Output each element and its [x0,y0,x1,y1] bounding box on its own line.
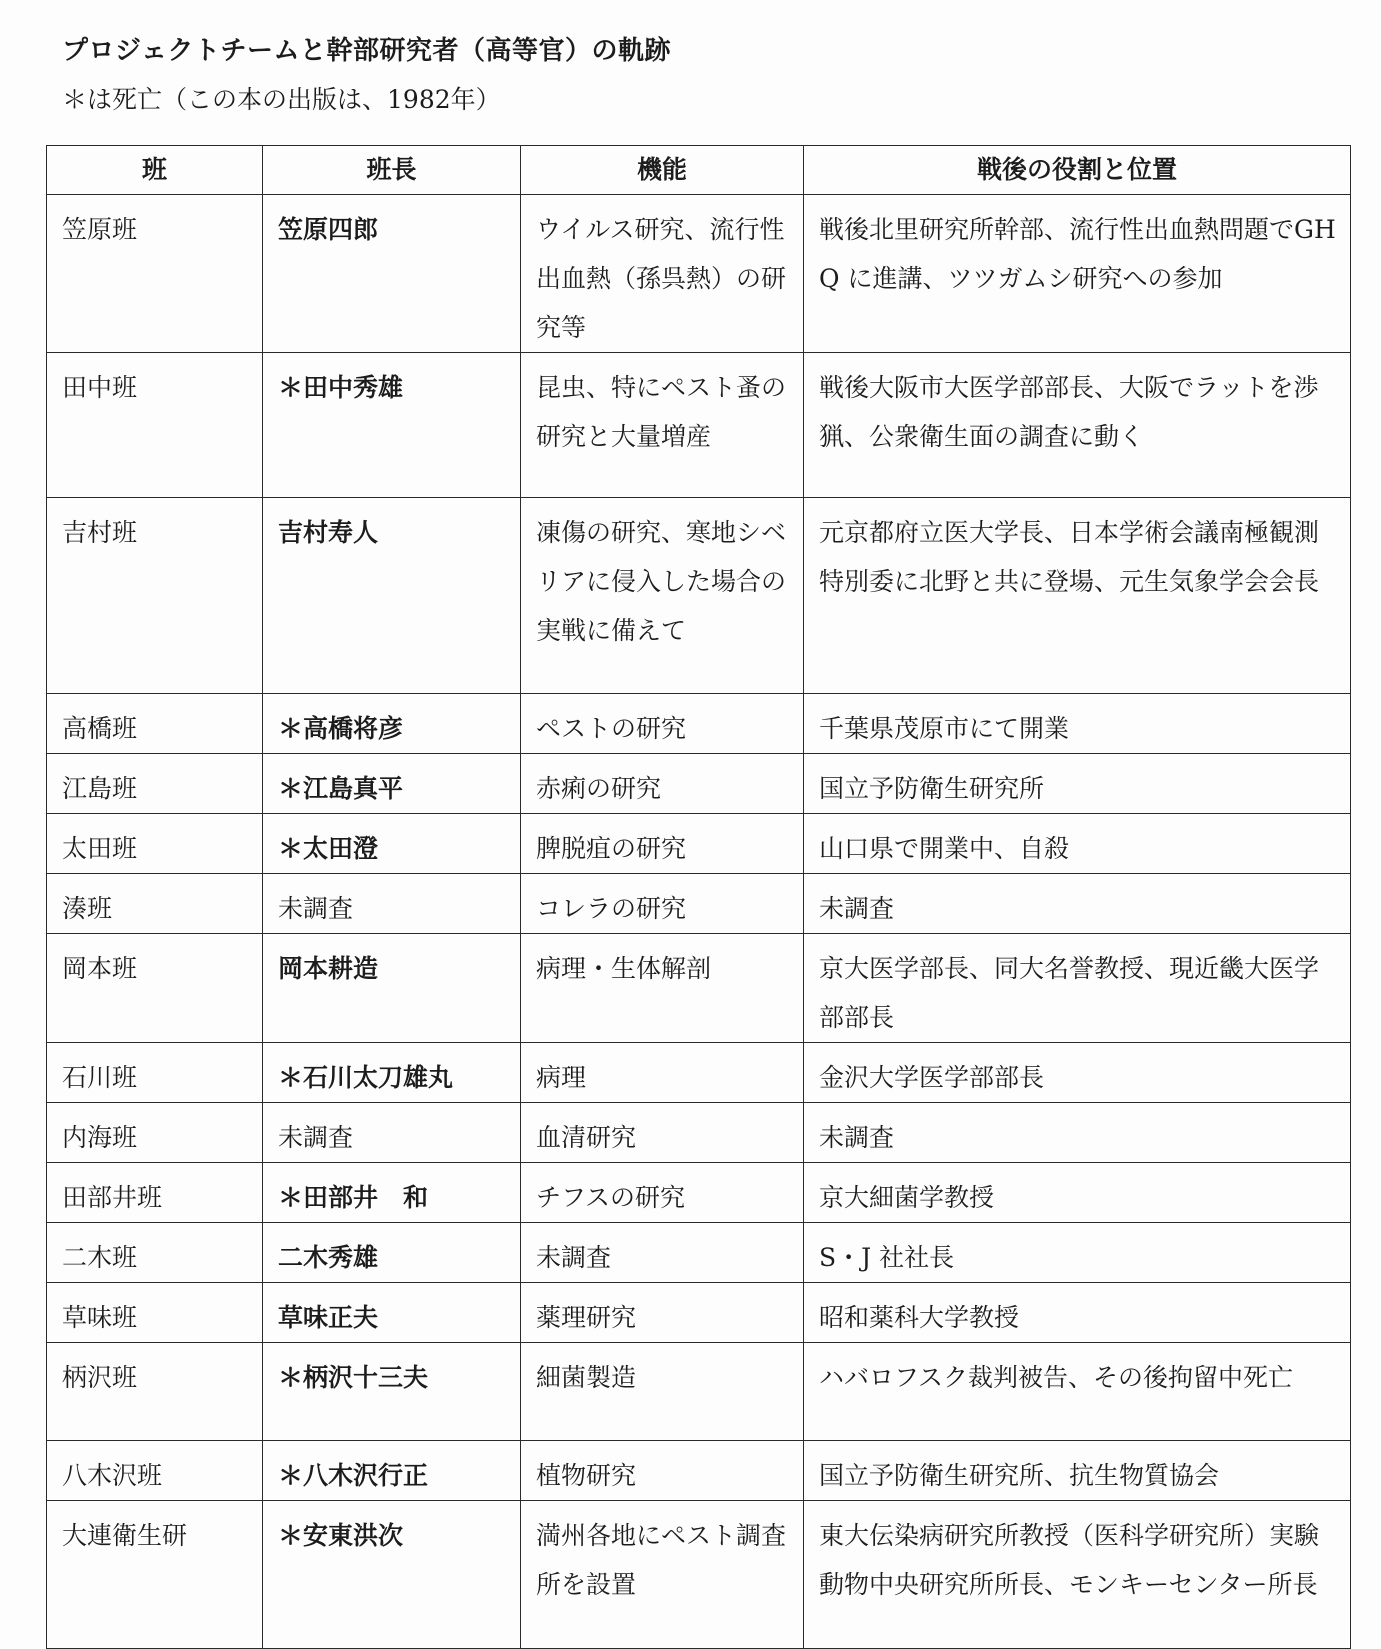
leader-cell: ＊石川太刀雄丸 [263,1043,521,1103]
postwar-cell: 戦後北里研究所幹部、流行性出血熱問題でGHQ に進講、ツツガムシ研究への参加 [804,195,1351,353]
team-cell: 草味班 [47,1283,263,1343]
function-cell: 満州各地にペスト調査所を設置 [521,1501,804,1649]
function-cell: 病理・生体解剖 [521,934,804,1043]
function-cell: 血清研究 [521,1103,804,1163]
table-row [47,1223,1351,1283]
team-cell: 太田班 [47,814,263,874]
team-cell: 二木班 [47,1223,263,1283]
postwar-cell: 国立予防衛生研究所 [804,754,1351,814]
leader-cell: 未調査 [263,874,521,934]
function-cell: コレラの研究 [521,874,804,934]
table-row [47,1163,1351,1223]
function-cell: ペストの研究 [521,694,804,754]
team-cell: 高橋班 [47,694,263,754]
leader-cell: ＊田部井 和 [263,1163,521,1223]
header-leader: 班長 [263,146,521,195]
postwar-cell: 元京都府立医大学長、日本学術会議南極観測特別委に北野と共に登場、元生気象学会会長 [804,498,1351,694]
leader-cell: ＊江島真平 [263,754,521,814]
table-row [47,1043,1351,1103]
team-cell: 湊班 [47,874,263,934]
postwar-cell: 金沢大学医学部部長 [804,1043,1351,1103]
function-cell: 細菌製造 [521,1343,804,1441]
table-row [47,1441,1351,1501]
postwar-cell: 京大医学部長、同大名誉教授、現近畿大医学部部長 [804,934,1351,1043]
leader-cell: ＊田中秀雄 [263,353,521,498]
function-cell: 昆虫、特にペスト蚤の研究と大量増産 [521,353,804,498]
team-cell: 笠原班 [47,195,263,353]
function-cell: 病理 [521,1043,804,1103]
team-cell: 内海班 [47,1103,263,1163]
function-cell: 赤痢の研究 [521,754,804,814]
leader-cell: 二木秀雄 [263,1223,521,1283]
postwar-cell: 未調査 [804,874,1351,934]
team-cell: 江島班 [47,754,263,814]
document-title: プロジェクトチームと幹部研究者（高等官）の軌跡 [62,36,671,66]
function-cell: 脾脱疽の研究 [521,814,804,874]
leader-cell: 草味正夫 [263,1283,521,1343]
table-row [47,353,1351,498]
postwar-cell: 千葉県茂原市にて開業 [804,694,1351,754]
postwar-cell: ハバロフスク裁判被告、その後拘留中死亡 [804,1343,1351,1441]
postwar-cell: 未調査 [804,1103,1351,1163]
table-row [47,754,1351,814]
function-cell: 薬理研究 [521,1283,804,1343]
team-cell: 田部井班 [47,1163,263,1223]
header-function: 機能 [521,146,804,195]
leader-cell: 笠原四郎 [263,195,521,353]
postwar-cell: 山口県で開業中、自殺 [804,814,1351,874]
table-row [47,814,1351,874]
header-postwar-role: 戦後の役割と位置 [804,146,1351,195]
postwar-cell: 国立予防衛生研究所、抗生物質協会 [804,1441,1351,1501]
function-cell: 未調査 [521,1223,804,1283]
table-row [47,195,1351,353]
team-cell: 田中班 [47,353,263,498]
document-subtitle: ＊は死亡（この本の出版は、1982年） [62,85,501,114]
table-row [47,1283,1351,1343]
leader-cell: ＊高橋将彦 [263,694,521,754]
team-cell: 石川班 [47,1043,263,1103]
table-row [47,1103,1351,1163]
team-cell: 岡本班 [47,934,263,1043]
table-row [47,934,1351,1043]
table-header-row [47,146,1351,195]
leader-cell: ＊太田澄 [263,814,521,874]
leader-cell: 未調査 [263,1103,521,1163]
postwar-cell: 京大細菌学教授 [804,1163,1351,1223]
leader-cell: ＊八木沢行正 [263,1441,521,1501]
table-row [47,1343,1351,1441]
team-cell: 柄沢班 [47,1343,263,1441]
header-team: 班 [47,146,263,195]
table-row [47,694,1351,754]
function-cell: ウイルス研究、流行性出血熱（孫呉熱）の研究等 [521,195,804,353]
function-cell: 植物研究 [521,1441,804,1501]
function-cell: チフスの研究 [521,1163,804,1223]
leader-cell: 岡本耕造 [263,934,521,1043]
team-cell: 大連衛生研 [47,1501,263,1649]
function-cell: 凍傷の研究、寒地シベリアに侵入した場合の実戦に備えて [521,498,804,694]
leader-cell: 吉村寿人 [263,498,521,694]
team-cell: 八木沢班 [47,1441,263,1501]
leader-cell: ＊柄沢十三夫 [263,1343,521,1441]
postwar-cell: 東大伝染病研究所教授（医科学研究所）実験動物中央研究所所長、モンキーセンター所長 [804,1501,1351,1649]
leader-cell: ＊安東洪次 [263,1501,521,1649]
postwar-cell: 昭和薬科大学教授 [804,1283,1351,1343]
postwar-cell: S・J 社社長 [804,1223,1351,1283]
research-teams-table [46,145,1351,1649]
table-row [47,874,1351,934]
team-cell: 吉村班 [47,498,263,694]
table-row [47,498,1351,694]
table-row [47,1501,1351,1649]
postwar-cell: 戦後大阪市大医学部部長、大阪でラットを渉猟、公衆衛生面の調査に動く [804,353,1351,498]
